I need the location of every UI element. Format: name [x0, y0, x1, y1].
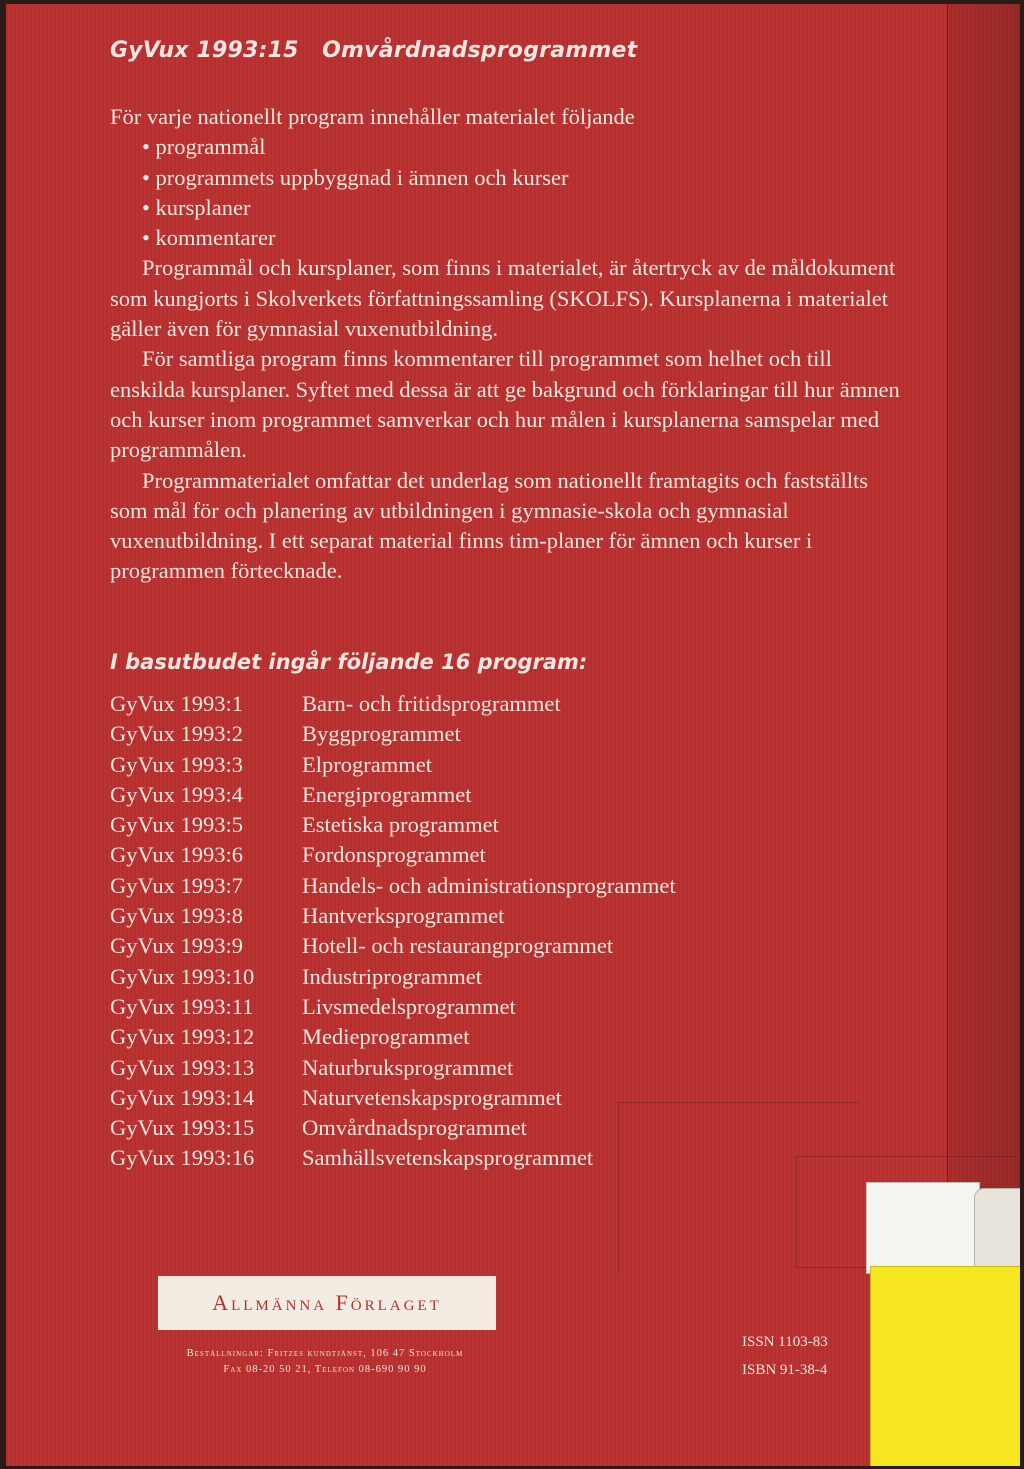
program-name: Elprogrammet: [302, 751, 432, 777]
program-name: Samhällsvetenskapsprogrammet: [302, 1145, 594, 1171]
book-back-cover: [6, 4, 1020, 1466]
program-row: [110, 1113, 676, 1143]
program-code: GyVux 1993:9: [110, 933, 244, 959]
program-name: Hantverksprogrammet: [302, 903, 505, 929]
order-address: Beställningar: Fritzes kundtjänst, 106 47 Stockholm: [186, 1348, 464, 1359]
description: [110, 102, 900, 587]
program-row: [110, 780, 676, 810]
program-row: [110, 901, 676, 931]
program-code: GyVux 1993:4: [110, 781, 244, 807]
program-code: GyVux 1993:10: [110, 963, 255, 989]
identifiers: [742, 1328, 828, 1384]
program-name: Energiprogrammet: [302, 781, 472, 807]
paragraph: Programmål och kursplaner, som finns i materialet, är återtryck av de måldokument som kungjorts i Skolverkets författningssamling (SKOLFS). Kursplanerna i materialet gäller även för gymnasial vuxenutbildning.: [110, 255, 896, 342]
program-code: GyVux 1993:7: [110, 872, 244, 898]
program-row: [110, 992, 676, 1022]
program-row: [110, 810, 676, 840]
list-item: • kursplaner: [142, 193, 900, 223]
publisher-logo: Allmänna Förlaget: [158, 1276, 496, 1330]
program-list: [110, 689, 676, 1174]
order-info: [116, 1346, 534, 1378]
list-item: • programmets uppbyggnad i ämnen och kurser: [142, 163, 900, 193]
program-code: GyVux 1993:1: [110, 691, 244, 716]
program-name: Fordonsprogrammet: [302, 842, 486, 868]
program-name: Hotell- och restaurangprogrammet: [302, 933, 614, 959]
programs-heading: I basutbudet ingår följande 16 program:: [110, 650, 588, 674]
program-row: [110, 689, 676, 719]
program-row: [110, 1022, 676, 1052]
isbn-number: ISBN 91-38-4: [742, 1362, 828, 1378]
program-name: Handels- och administrationsprogrammet: [302, 872, 676, 898]
program-row: [110, 750, 676, 780]
program-name: Omvårdnadsprogrammet: [302, 1115, 527, 1141]
program-name: Medieprogrammet: [302, 1024, 470, 1050]
program-name: Naturbruksprogrammet: [302, 1054, 514, 1080]
program-code: GyVux 1993:3: [110, 751, 244, 777]
program-code: GyVux 1993:11: [110, 993, 254, 1019]
list-item: • programmål: [142, 132, 900, 162]
program-name: Estetiska programmet: [302, 812, 499, 838]
program-row: [110, 1083, 676, 1113]
program-code: GyVux 1993:16: [110, 1145, 255, 1171]
contents-list: [110, 132, 900, 253]
program-code: GyVux 1993:8: [110, 903, 244, 929]
program-code: GyVux 1993:2: [110, 721, 244, 747]
program-name: Barn- och fritidsprogrammet: [302, 691, 561, 716]
program-row: [110, 840, 676, 870]
series-header: GyVux 1993:15 Omvårdnadsprogrammet: [110, 38, 638, 63]
program-code: GyVux 1993:6: [110, 842, 244, 868]
program-code: GyVux 1993:14: [110, 1084, 255, 1110]
paragraph: För samtliga program finns kommentarer till programmet som helhet och till enskilda kursplaner. Syftet med dessa är att ge bakgrund och förklaringar till hur ämnen och kurser inom programmet samverkar och hur målen i kursplanerna samspelar med programmålen.: [110, 346, 900, 463]
program-row: [110, 1143, 676, 1173]
program-code: GyVux 1993:15: [110, 1115, 255, 1141]
list-item: • kommentarer: [142, 223, 900, 253]
program-code: GyVux 1993:5: [110, 812, 244, 838]
program-code: GyVux 1993:13: [110, 1054, 255, 1080]
program-row: [110, 1053, 676, 1083]
program-row: [110, 931, 676, 961]
program-row: [110, 962, 676, 992]
program-name: Byggprogrammet: [302, 721, 461, 747]
library-label-tab: [974, 1188, 1020, 1274]
issn-number: ISSN 1103-83: [742, 1334, 828, 1350]
program-row: [110, 719, 676, 749]
program-row: [110, 871, 676, 901]
program-code: GyVux 1993:12: [110, 1024, 255, 1050]
library-label: [866, 1182, 980, 1274]
program-name: Industriprogrammet: [302, 963, 482, 989]
paragraph: Programmaterialet omfattar det underlag som nationellt framtagits och fastställts som mål för och planering av utbildningen i gymnasie-skola och gymnasial vuxenutbildning. I ett separat material finns tim-planer för ämnen och kurser i programmen förtecknade.: [110, 467, 869, 584]
intro-text: För varje nationellt program innehåller materialet följande: [110, 104, 635, 129]
order-phone: Fax 08-20 50 21, Telefon 08-690 90 90: [223, 1364, 427, 1375]
yellow-sticker: [870, 1266, 1020, 1466]
program-name: Livsmedelsprogrammet: [302, 993, 516, 1019]
program-name: Naturvetenskapsprogrammet: [302, 1084, 562, 1110]
